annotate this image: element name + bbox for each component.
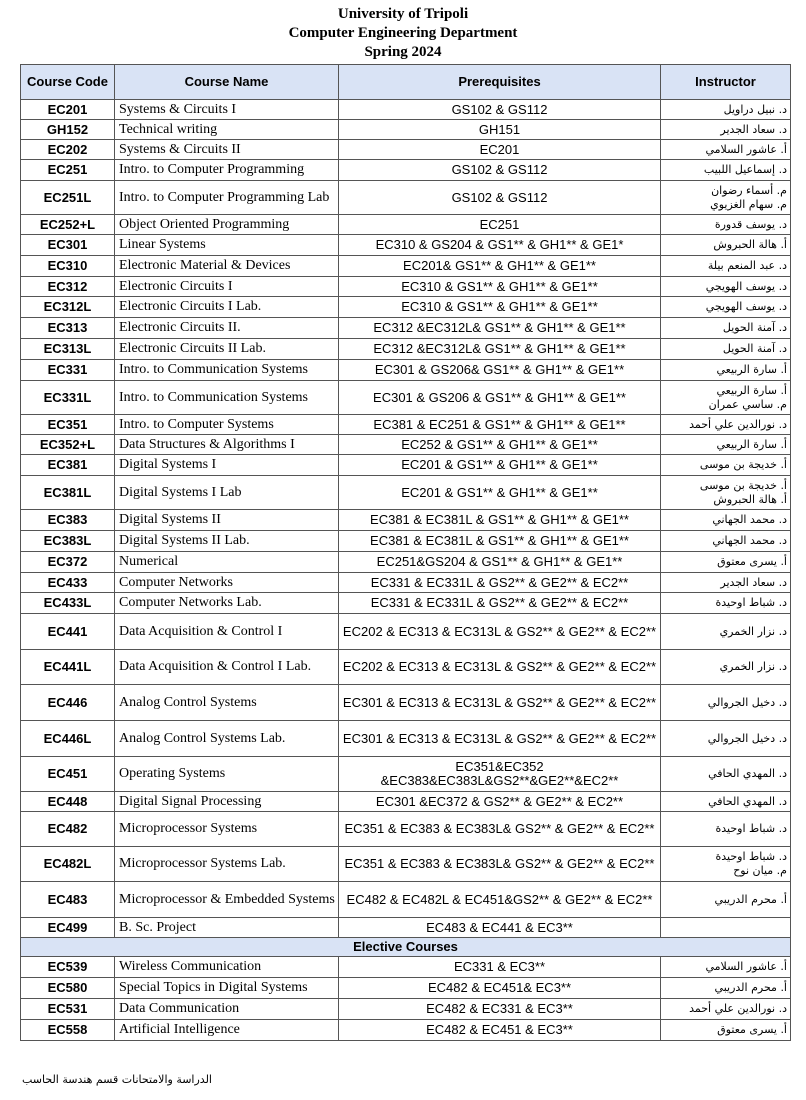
table-row bbox=[21, 160, 791, 181]
course-instructor bbox=[661, 978, 791, 999]
course-code: EC313 bbox=[21, 318, 115, 339]
course-code: EC558 bbox=[21, 1020, 115, 1041]
instructor-name: أ. خديجة بن موسى bbox=[699, 458, 787, 471]
elective-section-row bbox=[21, 938, 791, 957]
course-code: EC441L bbox=[21, 650, 115, 685]
table-row bbox=[21, 918, 791, 938]
table-row bbox=[21, 381, 791, 415]
table-row bbox=[21, 978, 791, 999]
table-row bbox=[21, 1020, 791, 1041]
table-row bbox=[21, 256, 791, 277]
course-name: Systems & Circuits I bbox=[115, 100, 339, 120]
course-instructor bbox=[661, 415, 791, 435]
table-row bbox=[21, 882, 791, 918]
table-row bbox=[21, 277, 791, 297]
course-prerequisites: EC331 & EC3** bbox=[339, 957, 661, 978]
table-row bbox=[21, 235, 791, 256]
instructor-name: أ. هالة الحبروش bbox=[713, 492, 787, 506]
course-code: EC252+L bbox=[21, 215, 115, 235]
course-name: Analog Control Systems Lab. bbox=[115, 721, 339, 757]
course-instructor bbox=[661, 435, 791, 455]
course-name: Electronic Circuits II Lab. bbox=[115, 339, 339, 360]
course-instructor bbox=[661, 757, 791, 792]
course-name: Special Topics in Digital Systems bbox=[115, 978, 339, 999]
course-instructor bbox=[661, 120, 791, 140]
column-header-name: Course Name bbox=[115, 65, 339, 100]
course-prerequisites: EC201 & GS1** & GH1** & GE1** bbox=[339, 455, 661, 476]
course-code: EC580 bbox=[21, 978, 115, 999]
instructor-name: د. دخيل الجروالي bbox=[707, 695, 787, 709]
course-instructor bbox=[661, 455, 791, 476]
table-row bbox=[21, 957, 791, 978]
course-code: EC352+L bbox=[21, 435, 115, 455]
course-code: EC310 bbox=[21, 256, 115, 277]
course-name: Digital Systems I Lab bbox=[115, 476, 339, 510]
instructor-name: أ. عاشور السلامي bbox=[705, 142, 787, 156]
course-instructor bbox=[661, 140, 791, 160]
course-instructor bbox=[661, 650, 791, 685]
course-instructor bbox=[661, 552, 791, 573]
course-code: EC433L bbox=[21, 593, 115, 614]
course-prerequisites: EC301 &EC372 & GS2** & GE2** & EC2** bbox=[339, 792, 661, 812]
table-row bbox=[21, 510, 791, 531]
course-prerequisites: EC301 & GS206 & GS1** & GH1** & GE1** bbox=[339, 381, 661, 415]
course-instructor bbox=[661, 235, 791, 256]
instructor-name: م. ميان نوح bbox=[733, 864, 787, 877]
course-name: Data Structures & Algorithms I bbox=[115, 435, 339, 455]
course-instructor bbox=[661, 256, 791, 277]
instructor-name: م. ساسي عمران bbox=[708, 397, 787, 411]
course-code: EC446 bbox=[21, 685, 115, 721]
instructor-name: د. يوسف الهويجي bbox=[705, 279, 787, 293]
course-name: Wireless Communication bbox=[115, 957, 339, 978]
table-row bbox=[21, 215, 791, 235]
instructor-name: أ. هالة الحبروش bbox=[713, 238, 787, 251]
table-row bbox=[21, 476, 791, 510]
instructor-name: أ. يسرى معتوق bbox=[717, 1023, 787, 1036]
course-code: EC451 bbox=[21, 757, 115, 792]
course-instructor bbox=[661, 339, 791, 360]
instructor-name: د. محمد الجهاني bbox=[712, 513, 787, 526]
course-table bbox=[20, 64, 791, 1041]
instructor-name: د. نبيل دراويل bbox=[723, 102, 787, 116]
instructor-name: د. نزار الخمري bbox=[719, 624, 787, 638]
table-row bbox=[21, 999, 791, 1020]
course-code: EC499 bbox=[21, 918, 115, 938]
course-instructor bbox=[661, 999, 791, 1020]
course-code: EC383 bbox=[21, 510, 115, 531]
course-prerequisites: EC351 & EC383 & EC383L& GS2** & GE2** & EC2** bbox=[339, 847, 661, 882]
course-prerequisites: EC482 & EC451& EC3** bbox=[339, 978, 661, 999]
course-instructor bbox=[661, 277, 791, 297]
course-name: Analog Control Systems bbox=[115, 685, 339, 721]
course-name: Microprocessor Systems bbox=[115, 812, 339, 847]
table-row bbox=[21, 120, 791, 140]
course-code: EC312 bbox=[21, 277, 115, 297]
instructor-name: د. إسماعيل اللبيب bbox=[703, 163, 787, 176]
instructor-name: أ. سارة الربيعي bbox=[716, 437, 787, 451]
instructor-name: أ. خديجة بن موسى bbox=[699, 478, 787, 492]
course-prerequisites: EC482 & EC482L & EC451&GS2** & GE2** & EC2** bbox=[339, 882, 661, 918]
document-header bbox=[0, 5, 806, 62]
course-prerequisites: EC351 & EC383 & EC383L& GS2** & GE2** & EC2** bbox=[339, 812, 661, 847]
table-row bbox=[21, 318, 791, 339]
table-row bbox=[21, 339, 791, 360]
table-row bbox=[21, 415, 791, 435]
table-row bbox=[21, 531, 791, 552]
table-row bbox=[21, 614, 791, 650]
table-row bbox=[21, 181, 791, 215]
course-instructor bbox=[661, 531, 791, 552]
table-row bbox=[21, 140, 791, 160]
course-name: Systems & Circuits II bbox=[115, 140, 339, 160]
course-code: EC446L bbox=[21, 721, 115, 757]
course-code: EC313L bbox=[21, 339, 115, 360]
course-prerequisites: EC381 & EC381L & GS1** & GH1** & GE1** bbox=[339, 531, 661, 552]
instructor-name: أ. سارة الربيعي bbox=[716, 383, 787, 397]
course-instructor bbox=[661, 957, 791, 978]
course-instructor bbox=[661, 847, 791, 882]
course-name: Artificial Intelligence bbox=[115, 1020, 339, 1041]
instructor-name: د. سعاد الجدير bbox=[720, 122, 787, 136]
course-prerequisites: EC252 & GS1** & GH1** & GE1** bbox=[339, 435, 661, 455]
course-prerequisites: EC310 & GS1** & GH1** & GE1** bbox=[339, 277, 661, 297]
course-code: EC381L bbox=[21, 476, 115, 510]
instructor-name: أ. عاشور السلامي bbox=[705, 960, 787, 973]
instructor-name: د. المهدي الحافي bbox=[708, 794, 787, 808]
course-instructor bbox=[661, 181, 791, 215]
course-instructor bbox=[661, 812, 791, 847]
course-code: EC441 bbox=[21, 614, 115, 650]
course-instructor bbox=[661, 1020, 791, 1041]
course-prerequisites: EC483 & EC441 & EC3** bbox=[339, 918, 661, 938]
course-name: Data Acquisition & Control I Lab. bbox=[115, 650, 339, 685]
column-header-instructor: Instructor bbox=[661, 65, 791, 100]
course-instructor bbox=[661, 100, 791, 120]
course-name: Linear Systems bbox=[115, 235, 339, 256]
course-code: EC331L bbox=[21, 381, 115, 415]
course-code: EC251L bbox=[21, 181, 115, 215]
course-name: Numerical bbox=[115, 552, 339, 573]
course-code: EC301 bbox=[21, 235, 115, 256]
table-row bbox=[21, 685, 791, 721]
course-code: EC448 bbox=[21, 792, 115, 812]
course-instructor bbox=[661, 215, 791, 235]
instructor-name: د. دخيل الجروالي bbox=[707, 731, 787, 745]
course-code: EC381 bbox=[21, 455, 115, 476]
instructor-name: أ. يسرى معتوق bbox=[717, 555, 787, 568]
course-prerequisites: EC301 & EC313 & EC313L & GS2** & GE2** & EC2** bbox=[339, 685, 661, 721]
table-row bbox=[21, 792, 791, 812]
course-code: EC372 bbox=[21, 552, 115, 573]
course-prerequisites: GS102 & GS112 bbox=[339, 100, 661, 120]
course-instructor bbox=[661, 476, 791, 510]
course-instructor bbox=[661, 882, 791, 918]
course-prerequisites: EC381 & EC381L & GS1** & GH1** & GE1** bbox=[339, 510, 661, 531]
university-title: University of Tripoli bbox=[337, 6, 469, 22]
course-code: GH152 bbox=[21, 120, 115, 140]
table-row bbox=[21, 360, 791, 381]
course-instructor bbox=[661, 160, 791, 181]
course-prerequisites: EC301 & EC313 & EC313L & GS2** & GE2** & EC2** bbox=[339, 721, 661, 757]
course-code: EC383L bbox=[21, 531, 115, 552]
course-prerequisites: GS102 & GS112 bbox=[339, 160, 661, 181]
instructor-name: د. المهدي الحافي bbox=[708, 767, 787, 780]
column-header-prereq: Prerequisites bbox=[339, 65, 661, 100]
table-row bbox=[21, 552, 791, 573]
table-header-row bbox=[21, 65, 791, 100]
course-name: Electronic Circuits I Lab. bbox=[115, 297, 339, 318]
course-name: Computer Networks bbox=[115, 573, 339, 593]
instructor-name: د. يوسف قدورة bbox=[714, 217, 787, 231]
footer-note: الدراسة والامتحانات قسم هندسة الحاسب bbox=[21, 1073, 212, 1086]
course-prerequisites: EC351&EC352 &EC383&EC383L&GS2**&GE2**&EC2** bbox=[339, 757, 661, 792]
course-name: Object Oriented Programming bbox=[115, 215, 339, 235]
instructor-name: د. شباط اوحيدة bbox=[715, 850, 787, 863]
term-title: Spring 2024 bbox=[364, 44, 442, 60]
course-name: Digital Signal Processing bbox=[115, 792, 339, 812]
instructor-name: أ. محرم الدريبي bbox=[714, 892, 787, 906]
course-code: EC351 bbox=[21, 415, 115, 435]
course-prerequisites: GH151 bbox=[339, 120, 661, 140]
course-code: EC482 bbox=[21, 812, 115, 847]
department-title: Computer Engineering Department bbox=[288, 25, 518, 41]
table-row bbox=[21, 455, 791, 476]
instructor-name: م. سهام الغزيوي bbox=[710, 197, 787, 211]
course-name: Electronic Material & Devices bbox=[115, 256, 339, 277]
course-name: Technical writing bbox=[115, 120, 339, 140]
course-table-body bbox=[21, 100, 791, 1041]
course-name: Data Acquisition & Control I bbox=[115, 614, 339, 650]
table-row bbox=[21, 593, 791, 614]
course-prerequisites: EC312 &EC312L& GS1** & GH1** & GE1** bbox=[339, 318, 661, 339]
course-prerequisites: GS102 & GS112 bbox=[339, 181, 661, 215]
course-name: Intro. to Communication Systems bbox=[115, 360, 339, 381]
course-instructor bbox=[661, 381, 791, 415]
instructor-name: د. آمنة الحويل bbox=[722, 342, 787, 355]
course-instructor bbox=[661, 297, 791, 318]
course-instructor bbox=[661, 721, 791, 757]
course-instructor bbox=[661, 360, 791, 381]
course-code: EC531 bbox=[21, 999, 115, 1020]
course-prerequisites: EC202 & EC313 & EC313L & GS2** & GE2** & EC2** bbox=[339, 650, 661, 685]
course-prerequisites: EC201 & GS1** & GH1** & GE1** bbox=[339, 476, 661, 510]
elective-section-label: Elective Courses bbox=[21, 938, 791, 957]
instructor-name: د. نورالدين علي أحمد bbox=[689, 1002, 787, 1015]
course-prerequisites: EC251&GS204 & GS1** & GH1** & GE1** bbox=[339, 552, 661, 573]
course-prerequisites: EC331 & EC331L & GS2** & GE2** & EC2** bbox=[339, 573, 661, 593]
course-name: Digital Systems I bbox=[115, 455, 339, 476]
course-name: Intro. to Computer Programming Lab bbox=[115, 181, 339, 215]
course-name: Computer Networks Lab. bbox=[115, 593, 339, 614]
course-prerequisites: EC381 & EC251 & GS1** & GH1** & GE1** bbox=[339, 415, 661, 435]
table-row bbox=[21, 812, 791, 847]
instructor-name: د. يوسف الهويجي bbox=[705, 300, 787, 313]
instructor-name: د. عبد المنعم بيلة bbox=[707, 259, 787, 272]
course-code: EC539 bbox=[21, 957, 115, 978]
course-prerequisites: EC312 &EC312L& GS1** & GH1** & GE1** bbox=[339, 339, 661, 360]
course-name: Microprocessor & Embedded Systems bbox=[115, 882, 339, 918]
course-code: EC312L bbox=[21, 297, 115, 318]
course-code: EC202 bbox=[21, 140, 115, 160]
course-code: EC433 bbox=[21, 573, 115, 593]
course-code: EC201 bbox=[21, 100, 115, 120]
course-code: EC483 bbox=[21, 882, 115, 918]
course-name: Electronic Circuits II. bbox=[115, 318, 339, 339]
course-name: B. Sc. Project bbox=[115, 918, 339, 938]
course-prerequisites: EC310 & GS204 & GS1** & GH1** & GE1* bbox=[339, 235, 661, 256]
course-name: Digital Systems II bbox=[115, 510, 339, 531]
table-row bbox=[21, 847, 791, 882]
course-instructor bbox=[661, 510, 791, 531]
instructor-name: د. آمنة الحويل bbox=[722, 321, 787, 334]
course-name: Microprocessor Systems Lab. bbox=[115, 847, 339, 882]
course-instructor bbox=[661, 593, 791, 614]
table-row bbox=[21, 435, 791, 455]
course-prerequisites: EC331 & EC331L & GS2** & GE2** & EC2** bbox=[339, 593, 661, 614]
course-prerequisites: EC310 & GS1** & GH1** & GE1** bbox=[339, 297, 661, 318]
course-name: Intro. to Communication Systems bbox=[115, 381, 339, 415]
course-code: EC251 bbox=[21, 160, 115, 181]
course-name: Electronic Circuits I bbox=[115, 277, 339, 297]
instructor-name: م. أسماء رضوان bbox=[711, 183, 787, 197]
table-row bbox=[21, 650, 791, 685]
course-instructor bbox=[661, 918, 791, 938]
instructor-name: د. محمد الجهاني bbox=[712, 534, 787, 547]
course-code: EC482L bbox=[21, 847, 115, 882]
course-name: Operating Systems bbox=[115, 757, 339, 792]
instructor-name: د. نزار الخمري bbox=[719, 660, 787, 673]
instructor-name: د. نورالدين علي أحمد bbox=[689, 417, 787, 431]
table-row bbox=[21, 100, 791, 120]
course-prerequisites: EC482 & EC451 & EC3** bbox=[339, 1020, 661, 1041]
course-instructor bbox=[661, 685, 791, 721]
course-instructor bbox=[661, 614, 791, 650]
table-row bbox=[21, 297, 791, 318]
course-name: Data Communication bbox=[115, 999, 339, 1020]
table-row bbox=[21, 573, 791, 593]
course-name: Intro. to Computer Programming bbox=[115, 160, 339, 181]
table-row bbox=[21, 721, 791, 757]
course-instructor bbox=[661, 318, 791, 339]
instructor-name: أ. سارة الربيعي bbox=[716, 363, 787, 376]
course-prerequisites: EC482 & EC331 & EC3** bbox=[339, 999, 661, 1020]
course-prerequisites: EC301 & GS206& GS1** & GH1** & GE1** bbox=[339, 360, 661, 381]
course-instructor bbox=[661, 792, 791, 812]
course-prerequisites: EC201& GS1** & GH1** & GE1** bbox=[339, 256, 661, 277]
instructor-name: د. شباط اوحيدة bbox=[715, 596, 787, 609]
instructor-name: د. سعاد الجدير bbox=[720, 575, 787, 589]
course-instructor bbox=[661, 573, 791, 593]
course-prerequisites: EC201 bbox=[339, 140, 661, 160]
course-code: EC331 bbox=[21, 360, 115, 381]
course-name: Digital Systems II Lab. bbox=[115, 531, 339, 552]
course-prerequisites: EC202 & EC313 & EC313L & GS2** & GE2** & EC2** bbox=[339, 614, 661, 650]
column-header-code: Course Code bbox=[21, 65, 115, 100]
course-prerequisites: EC251 bbox=[339, 215, 661, 235]
table-row bbox=[21, 757, 791, 792]
course-name: Intro. to Computer Systems bbox=[115, 415, 339, 435]
instructor-name: د. شباط اوحيدة bbox=[715, 822, 787, 835]
instructor-name: أ. محرم الدريبي bbox=[714, 981, 787, 994]
